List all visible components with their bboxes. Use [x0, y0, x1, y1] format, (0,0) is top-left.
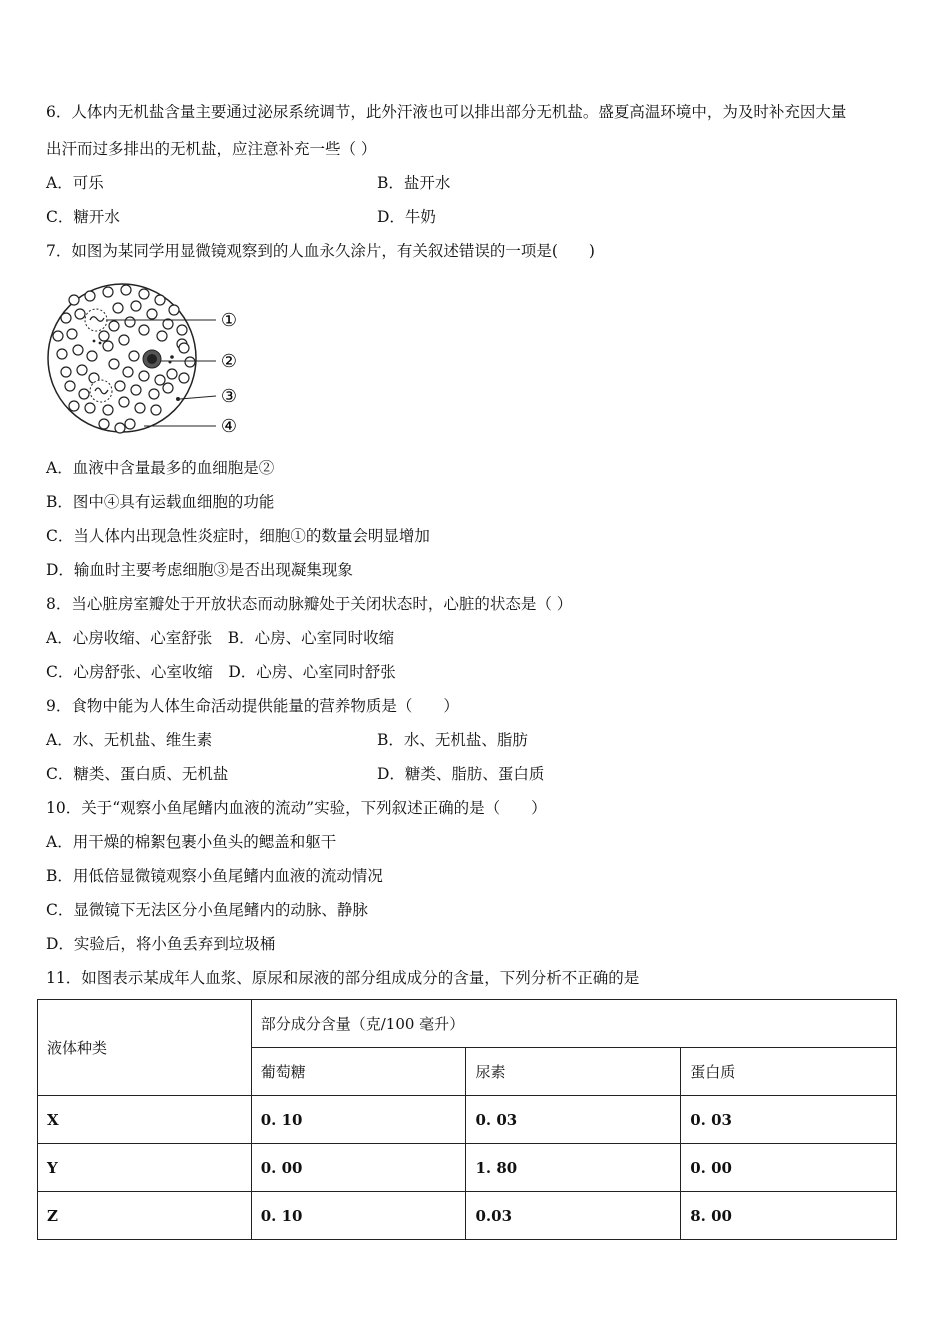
table-cell: 0. 03	[681, 1096, 897, 1144]
red-blood-cell	[69, 401, 79, 411]
q9-option-b: B．水、无机盐、脂肪	[377, 731, 528, 749]
red-blood-cell	[75, 309, 85, 319]
q10-option-a: A．用干燥的棉絮包裹小鱼头的鳃盖和躯干	[46, 833, 337, 851]
q6-stem-line1: 6．人体内无机盐含量主要通过泌尿系统调节，此外汗液也可以排出部分无机盐。盛夏高温环境中，为及时补充因大量	[46, 103, 847, 121]
red-blood-cell	[103, 287, 113, 297]
q8-stem: 8．当心脏房室瓣处于开放状态而动脉瓣处于关闭状态时，心脏的状态是（ ）	[46, 595, 573, 613]
figure-label-3: ③	[220, 386, 238, 407]
red-blood-cell	[119, 397, 129, 407]
table-cell: 0.03	[466, 1192, 681, 1240]
red-blood-cell	[123, 367, 133, 377]
red-blood-cell	[179, 373, 189, 383]
red-blood-cell	[151, 405, 161, 415]
figure-label-2: ②	[220, 351, 238, 372]
red-blood-cell	[147, 309, 157, 319]
red-blood-cell	[149, 389, 159, 399]
red-blood-cell	[109, 321, 119, 331]
red-blood-cell	[61, 367, 71, 377]
table-cell: 0. 10	[251, 1096, 466, 1144]
table-cell: 0. 00	[251, 1144, 466, 1192]
table-cell: 0. 10	[251, 1192, 466, 1240]
q10-option-b: B．用低倍显微镜观察小鱼尾鳍内血液的流动情况	[46, 867, 383, 885]
q7-option-d: D．输血时主要考虑细胞③是否出现凝集现象	[46, 561, 353, 579]
table-row	[38, 1192, 897, 1240]
row-name: Y	[38, 1144, 252, 1192]
red-blood-cell	[167, 369, 177, 379]
q10-option-d: D．实验后，将小鱼丢弃到垃圾桶	[46, 935, 276, 953]
red-blood-cell	[103, 341, 113, 351]
red-blood-cell	[69, 295, 79, 305]
red-blood-cell	[135, 403, 145, 413]
red-blood-cell	[125, 419, 135, 429]
red-blood-cell	[85, 291, 95, 301]
red-blood-cell	[125, 317, 135, 327]
q6-option-c: C．糖开水	[46, 208, 120, 226]
row-name: Z	[38, 1192, 252, 1240]
q7-option-b: B．图中④具有运载血细胞的功能	[46, 493, 275, 511]
table-cell: 0. 03	[466, 1096, 681, 1144]
table-cell: 0. 00	[681, 1144, 897, 1192]
q6-option-b: B．盐开水	[377, 174, 451, 192]
red-blood-cell	[139, 289, 149, 299]
red-blood-cell	[179, 343, 189, 353]
table-row	[38, 1096, 897, 1144]
red-blood-cell	[61, 313, 71, 323]
q7-option-c: C．当人体内出现急性炎症时，细胞①的数量会明显增加	[46, 527, 430, 545]
red-blood-cell	[87, 351, 97, 361]
red-blood-cell	[155, 295, 165, 305]
figure-label-1: ①	[220, 310, 238, 331]
red-blood-cell	[113, 303, 123, 313]
composition-table	[37, 999, 897, 1240]
q9-option-a: A．水、无机盐、维生素	[46, 731, 213, 749]
red-blood-cell	[53, 331, 63, 341]
q6-option-a: A．可乐	[46, 174, 104, 192]
blood-smear-figure	[44, 278, 249, 438]
red-blood-cell	[77, 365, 87, 375]
red-blood-cell	[131, 301, 141, 311]
q10-option-c: C．显微镜下无法区分小鱼尾鳍内的动脉、静脉	[46, 901, 368, 919]
red-blood-cell	[99, 331, 109, 341]
red-blood-cell	[99, 419, 109, 429]
red-blood-cell	[73, 345, 83, 355]
table-row	[38, 1144, 897, 1192]
group-header-cell: 部分成分含量（克/100 毫升）	[251, 1000, 896, 1048]
q11-stem: 11．如图表示某成年人血浆、原尿和尿液的部分组成成分的含量，下列分析不正确的是	[46, 969, 640, 987]
red-blood-cell	[57, 349, 67, 359]
q7-stem: 7．如图为某同学用显微镜观察到的人血永久涂片，有关叙述错误的一项是( )	[46, 242, 595, 260]
row-name: X	[38, 1096, 252, 1144]
q8-options-cd: C．心房舒张、心室收缩 D．心房、心室同时舒张	[46, 663, 396, 681]
q6-stem-line2: 出汗而过多排出的无机盐，应注意补充一些（ ）	[46, 140, 377, 158]
red-blood-cell	[67, 329, 77, 339]
red-blood-cell	[65, 381, 75, 391]
red-blood-cell	[139, 371, 149, 381]
column-header: 蛋白质	[681, 1048, 897, 1096]
red-blood-cell	[103, 405, 113, 415]
red-blood-cell	[163, 383, 173, 393]
table-cell: 8. 00	[681, 1192, 897, 1240]
red-blood-cell	[157, 331, 167, 341]
table-cell: 1. 80	[466, 1144, 681, 1192]
column-header: 尿素	[466, 1048, 681, 1096]
red-blood-cell	[177, 325, 187, 335]
red-blood-cell	[79, 389, 89, 399]
red-blood-cell	[121, 285, 131, 295]
red-blood-cell	[155, 375, 165, 385]
column-header: 葡萄糖	[251, 1048, 466, 1096]
red-blood-cell	[131, 385, 141, 395]
q8-options-ab: A．心房收缩、心室舒张 B．心房、心室同时收缩	[46, 629, 395, 647]
red-blood-cell	[85, 403, 95, 413]
q9-option-c: C．糖类、蛋白质、无机盐	[46, 765, 229, 783]
red-blood-cell	[115, 423, 125, 433]
q9-option-d: D．糖类、脂肪、蛋白质	[377, 765, 545, 783]
q7-option-a: A．血液中含量最多的血细胞是②	[46, 459, 275, 477]
figure-label-4: ④	[220, 416, 238, 437]
q9-stem: 9．食物中能为人体生命活动提供能量的营养物质是（ ）	[46, 697, 459, 715]
table-header-row	[38, 1000, 897, 1048]
red-blood-cell	[119, 335, 129, 345]
red-blood-cell	[169, 305, 179, 315]
red-blood-cell	[185, 357, 195, 367]
red-blood-cell	[129, 351, 139, 361]
red-blood-cell	[115, 381, 125, 391]
red-blood-cell	[109, 359, 119, 369]
q10-stem: 10．关于“观察小鱼尾鳍内血液的流动”实验，下列叙述正确的是（ ）	[46, 799, 547, 817]
row-header-cell: 液体种类	[38, 1000, 252, 1096]
q6-option-d: D．牛奶	[377, 208, 436, 226]
red-blood-cell	[139, 325, 149, 335]
